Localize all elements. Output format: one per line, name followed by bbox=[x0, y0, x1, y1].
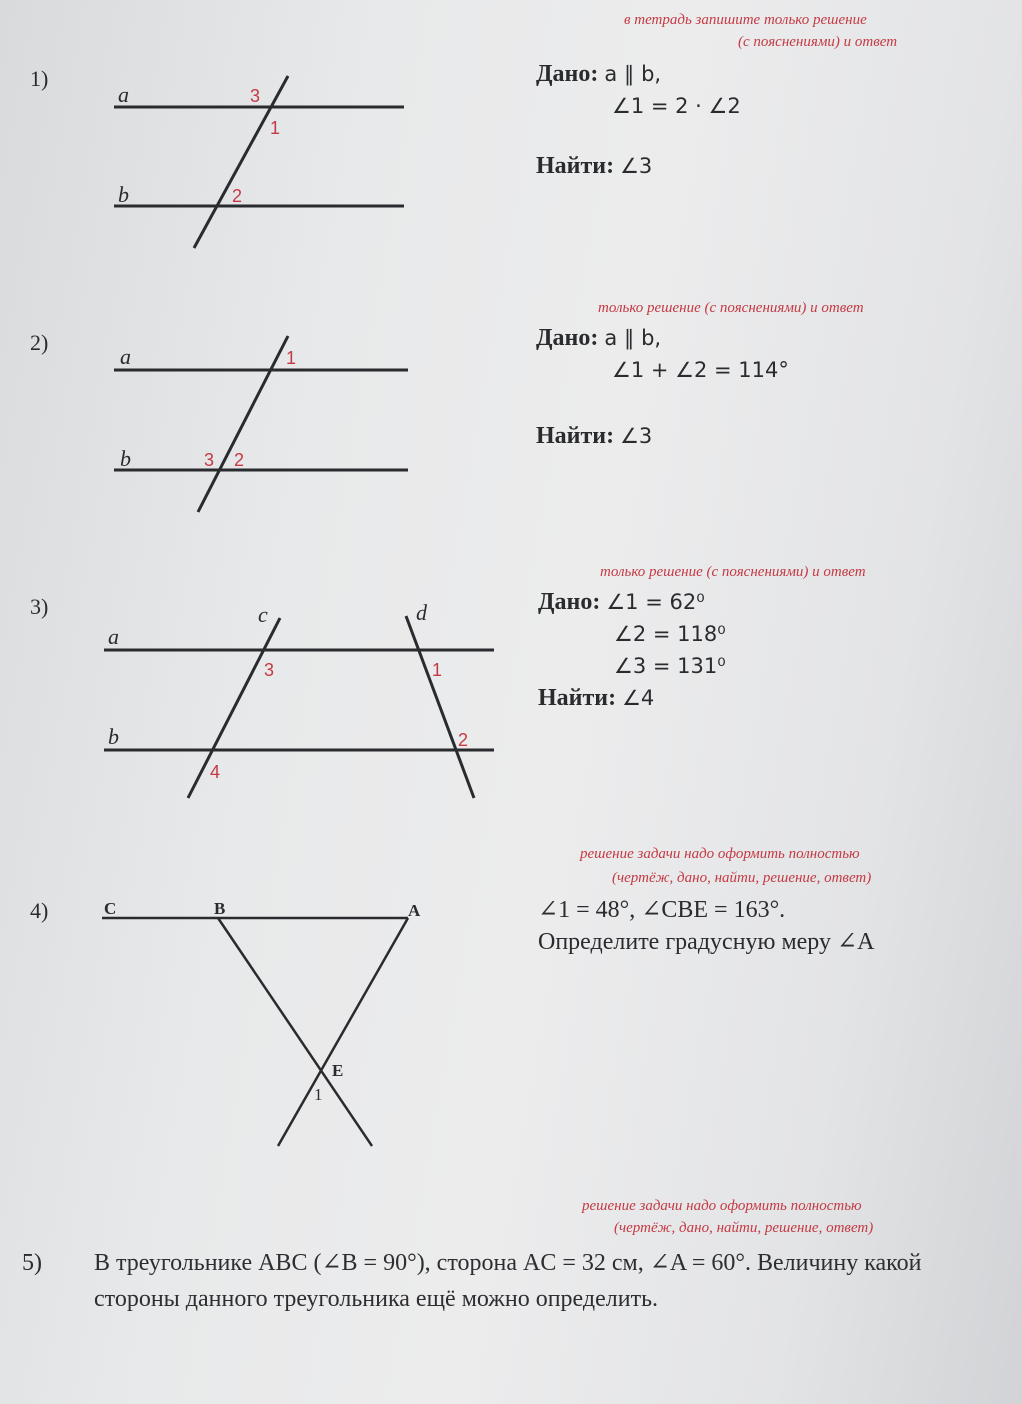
instruction-note: только решение (с пояснениями) и ответ bbox=[600, 564, 866, 580]
transversal-d bbox=[406, 616, 474, 798]
figure-parallel-lines-transversal bbox=[100, 62, 420, 262]
given-angle-1: ∠1 = 62⁰ bbox=[606, 590, 705, 614]
line-label-d: d bbox=[416, 600, 427, 625]
find-block bbox=[536, 420, 652, 452]
instruction-note: только решение (с пояснениями) и ответ bbox=[598, 300, 864, 316]
given-angle-sum: ∠1 + ∠2 = 114° bbox=[612, 358, 789, 382]
problem-number: 4) bbox=[30, 898, 49, 923]
line-label-b: b bbox=[108, 724, 119, 749]
angle-label-3: 3 bbox=[250, 86, 261, 106]
angle-label-3: 3 bbox=[264, 660, 275, 680]
find-label: Найти: bbox=[536, 423, 615, 449]
instruction-note: в тетрадь запишите только решение bbox=[624, 12, 867, 28]
given-block bbox=[538, 586, 726, 714]
point-label-E: E bbox=[332, 1061, 344, 1080]
angle-label-1: 1 bbox=[432, 660, 443, 680]
angle-label-2: 2 bbox=[234, 450, 245, 470]
figure-two-transversals bbox=[100, 596, 500, 802]
problem-number: 1) bbox=[30, 66, 49, 91]
given-label: Дано: bbox=[538, 589, 601, 615]
angle-label-2: 2 bbox=[458, 730, 469, 750]
find-angle: ∠3 bbox=[620, 154, 653, 178]
line-label-b: b bbox=[118, 182, 129, 207]
angle-label-1: 1 bbox=[270, 118, 281, 138]
angle-label-4: 4 bbox=[210, 762, 221, 782]
given-parallel: a ∥ b, bbox=[604, 62, 662, 86]
angle-label-1: 1 bbox=[286, 348, 297, 368]
instruction-note: (чертёж, дано, найти, решение, ответ) bbox=[612, 870, 872, 886]
line-AE bbox=[278, 918, 408, 1146]
problem-number: 5) bbox=[22, 1250, 42, 1276]
find-label: Найти: bbox=[538, 685, 617, 711]
find-angle: ∠4 bbox=[622, 686, 655, 710]
given-parallel: a ∥ b, bbox=[604, 326, 662, 350]
given-label: Дано: bbox=[536, 61, 599, 87]
instruction-note: (с пояснениями) и ответ bbox=[738, 34, 898, 50]
find-label: Найти: bbox=[536, 153, 615, 179]
figure-parallel-lines-transversal bbox=[100, 328, 420, 520]
find-angle: ∠3 bbox=[620, 424, 653, 448]
given-label: Дано: bbox=[536, 325, 599, 351]
given-angles-line: ∠1 = 48°, ∠CBE = 163°. bbox=[538, 897, 786, 923]
point-label-C: C bbox=[104, 899, 117, 918]
find-block bbox=[536, 150, 652, 182]
given-block bbox=[536, 58, 741, 122]
transversal-line bbox=[198, 336, 288, 512]
point-label-B: B bbox=[214, 899, 226, 918]
problem-number: 3) bbox=[30, 594, 49, 619]
problem-text bbox=[538, 894, 874, 958]
figure-triangle-intersection bbox=[96, 894, 436, 1156]
angle-label-2: 2 bbox=[232, 186, 243, 206]
point-label-A: A bbox=[408, 901, 421, 920]
given-block bbox=[536, 322, 789, 386]
question-line: Определите градусную меру ∠A bbox=[538, 929, 875, 955]
line-label-a: a bbox=[108, 624, 119, 649]
transversal-c bbox=[188, 618, 280, 798]
problem-number: 2) bbox=[30, 330, 49, 355]
line-label-b: b bbox=[120, 446, 131, 471]
transversal-line bbox=[194, 76, 288, 248]
given-angle-relation: ∠1 = 2 · ∠2 bbox=[612, 94, 741, 118]
line-label-c: c bbox=[258, 602, 268, 627]
instruction-note: (чертёж, дано, найти, решение, ответ) bbox=[614, 1220, 874, 1236]
angle-label-1: 1 bbox=[314, 1085, 323, 1104]
problem-text: В треугольнике ABC (∠B = 90°), сторона AC = 32 см, ∠A = 60°. Величину какой стороны данного треугольника ещё можно определить. bbox=[94, 1250, 922, 1312]
line-label-a: a bbox=[120, 344, 131, 369]
line-label-a: a bbox=[118, 82, 129, 107]
angle-label-3: 3 bbox=[204, 450, 215, 470]
given-angle-2: ∠2 = 118⁰ bbox=[614, 622, 726, 646]
instruction-note: решение задачи надо оформить полностью bbox=[580, 846, 860, 862]
line-BE bbox=[218, 918, 372, 1146]
instruction-note: решение задачи надо оформить полностью bbox=[582, 1198, 862, 1214]
given-angle-3: ∠3 = 131⁰ bbox=[614, 654, 726, 678]
